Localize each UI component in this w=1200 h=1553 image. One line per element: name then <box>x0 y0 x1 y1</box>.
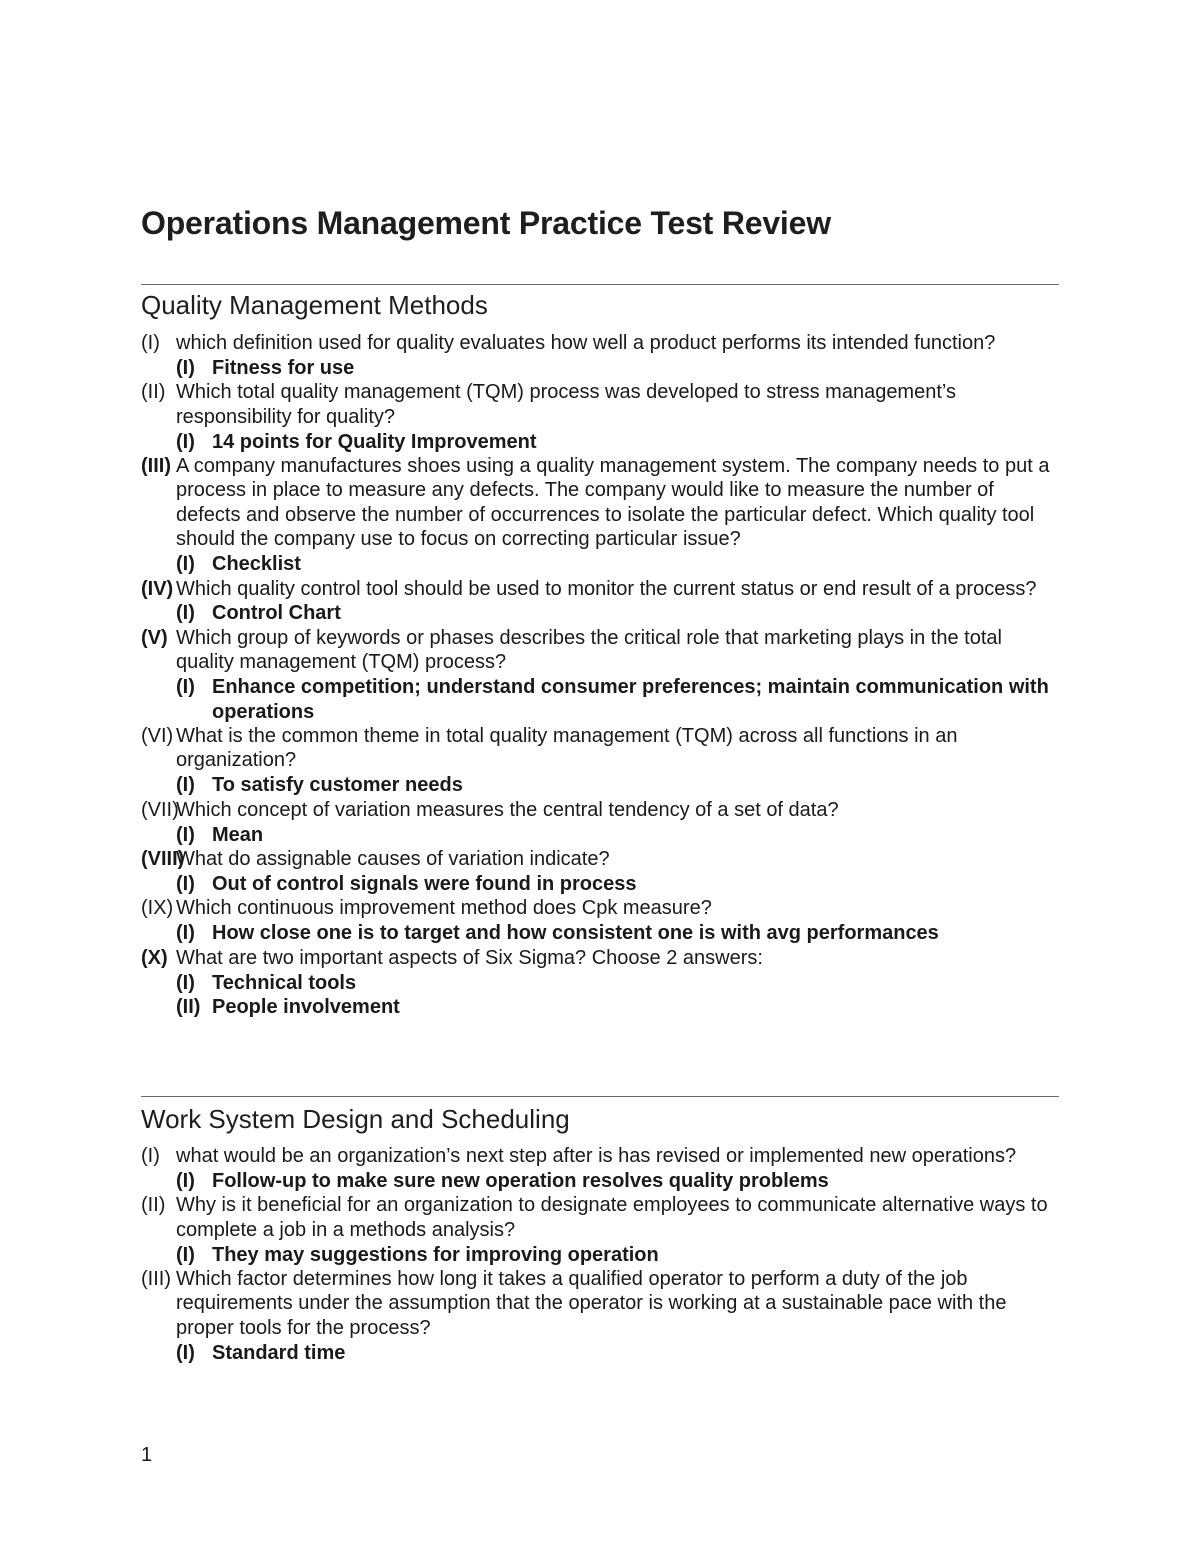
answer <box>141 601 1059 625</box>
answer-number: (I) <box>176 553 195 576</box>
question-block <box>141 896 1059 945</box>
question-block <box>141 577 1059 626</box>
question-list-quality <box>141 331 1059 1020</box>
question-text: Which continuous improvement method does Cpk measure? <box>176 897 712 920</box>
question-number: (IV) <box>141 577 174 600</box>
question-number: (III) <box>141 455 171 478</box>
question-list-work-system <box>141 1144 1059 1365</box>
answer-text: To satisfy customer needs <box>212 774 463 797</box>
answer-number: (I) <box>176 774 195 797</box>
question <box>141 896 1059 920</box>
answer-number: (I) <box>176 971 195 994</box>
answer-number: (I) <box>176 356 195 379</box>
answer <box>141 430 1059 454</box>
question <box>141 577 1059 601</box>
question-block <box>141 946 1059 1020</box>
answer-text: Checklist <box>212 553 301 576</box>
answer-number: (I) <box>176 1341 195 1364</box>
question <box>141 1193 1059 1242</box>
question-block <box>141 454 1059 577</box>
question-block <box>141 798 1059 847</box>
answer <box>141 971 1059 995</box>
answer <box>141 1341 1059 1365</box>
answer <box>141 773 1059 797</box>
question-block <box>141 380 1059 454</box>
question <box>141 798 1059 822</box>
question-text: Which concept of variation measures the central tendency of a set of data? <box>176 798 839 821</box>
answer-number: (I) <box>176 823 195 846</box>
page-number: 1 <box>141 1444 153 1466</box>
question-text: Which group of keywords or phases describes the critical role that marketing plays in the total quality management (TQM) process? <box>176 626 1002 674</box>
question-number: (I) <box>141 332 160 354</box>
section-heading-work-system: Work System Design and Scheduling <box>141 1104 570 1134</box>
question <box>141 847 1059 871</box>
question-text: Which total quality management (TQM) process was developed to stress management’s responsibility for quality? <box>176 381 956 428</box>
question-number: (V) <box>141 626 168 649</box>
answer-text: Follow-up to make sure new operation resolves quality problems <box>212 1169 829 1192</box>
question <box>141 1267 1059 1340</box>
question-text: What are two important aspects of Six Sigma? Choose 2 answers: <box>176 946 763 969</box>
answer-number: (I) <box>176 676 195 699</box>
question-block <box>141 1193 1059 1267</box>
answer-number: (I) <box>176 1169 195 1192</box>
question-block <box>141 626 1059 724</box>
question-number: (VIII) <box>141 848 185 871</box>
question <box>141 626 1059 675</box>
document-title: Operations Management Practice Test Review <box>141 205 831 241</box>
question-number: (VI) <box>141 725 174 747</box>
question-number: (II) <box>141 1194 166 1217</box>
question-number: (I) <box>141 1145 160 1167</box>
answer-text: Standard time <box>212 1341 346 1364</box>
answer <box>141 1169 1059 1193</box>
answer <box>141 872 1059 896</box>
answer <box>141 552 1059 576</box>
question <box>141 331 1059 355</box>
answer-text: How close one is to target and how consistent one is with avg performances <box>212 922 939 945</box>
section-divider <box>141 1096 1059 1097</box>
answer <box>141 675 1059 724</box>
question-block <box>141 331 1059 380</box>
question-text: Which quality control tool should be used to monitor the current status or end result of a process? <box>176 577 1037 600</box>
answer <box>141 823 1059 847</box>
question-text: Why is it beneficial for an organization to designate employees to communicate alternative ways to complete a job in a methods analysis? <box>176 1194 1048 1241</box>
answer <box>141 356 1059 380</box>
answer-number: (I) <box>176 922 195 945</box>
question-block <box>141 1267 1059 1365</box>
question-text: A company manufactures shoes using a quality management system. The company needs to put a process in place to measure any defects. The company would like to measure the number of defects and observe the number of occurrences to isolate the particular defect. Which quality tool should the company use to focus on correcting particular issue? <box>176 455 1050 551</box>
question-number: (II) <box>141 381 166 404</box>
question-block <box>141 724 1059 798</box>
question-text: What do assignable causes of variation indicate? <box>176 848 610 871</box>
answer-text: 14 points for Quality Improvement <box>212 430 537 453</box>
answer-number: (I) <box>176 602 195 625</box>
question <box>141 724 1059 773</box>
section-divider <box>141 284 1059 285</box>
question-number: (IX) <box>141 897 174 920</box>
question-number: (III) <box>141 1268 171 1291</box>
answer-text: People involvement <box>212 996 400 1019</box>
answer-text: Out of control signals were found in process <box>212 872 637 895</box>
answer-text: Mean <box>212 823 264 846</box>
answer-number: (I) <box>176 1243 195 1266</box>
question-text: What is the common theme in total quality management (TQM) across all functions in an organization? <box>176 725 958 772</box>
question-text: Which factor determines how long it takes a qualified operator to perform a duty of the job requirements under the assumption that the operator is working at a sustainable pace with the proper tools for the process? <box>176 1268 1007 1339</box>
answer-text: They may suggestions for improving operation <box>212 1243 659 1266</box>
answer <box>141 995 1059 1019</box>
answer <box>141 1243 1059 1267</box>
question <box>141 1144 1059 1168</box>
question-number: (VII) <box>141 798 179 821</box>
answer-text: Fitness for use <box>212 356 355 379</box>
section-heading-quality: Quality Management Methods <box>141 290 488 320</box>
answer-text: Enhance competition; understand consumer preferences; maintain communication with operations <box>212 676 1049 723</box>
question <box>141 454 1059 552</box>
question-block <box>141 847 1059 896</box>
question <box>141 946 1059 970</box>
question-number: (X) <box>141 946 168 969</box>
question <box>141 380 1059 429</box>
answer-number: (I) <box>176 872 195 895</box>
question-text: what would be an organization’s next step after is has revised or implemented new operations? <box>176 1145 1017 1167</box>
answer-number: (II) <box>176 996 201 1019</box>
answer <box>141 921 1059 945</box>
answer-text: Control Chart <box>212 602 341 625</box>
question-block <box>141 1144 1059 1193</box>
question-text: which definition used for quality evaluates how well a product performs its intended function? <box>176 332 996 354</box>
answer-number: (I) <box>176 430 195 453</box>
answer-text: Technical tools <box>212 971 357 994</box>
